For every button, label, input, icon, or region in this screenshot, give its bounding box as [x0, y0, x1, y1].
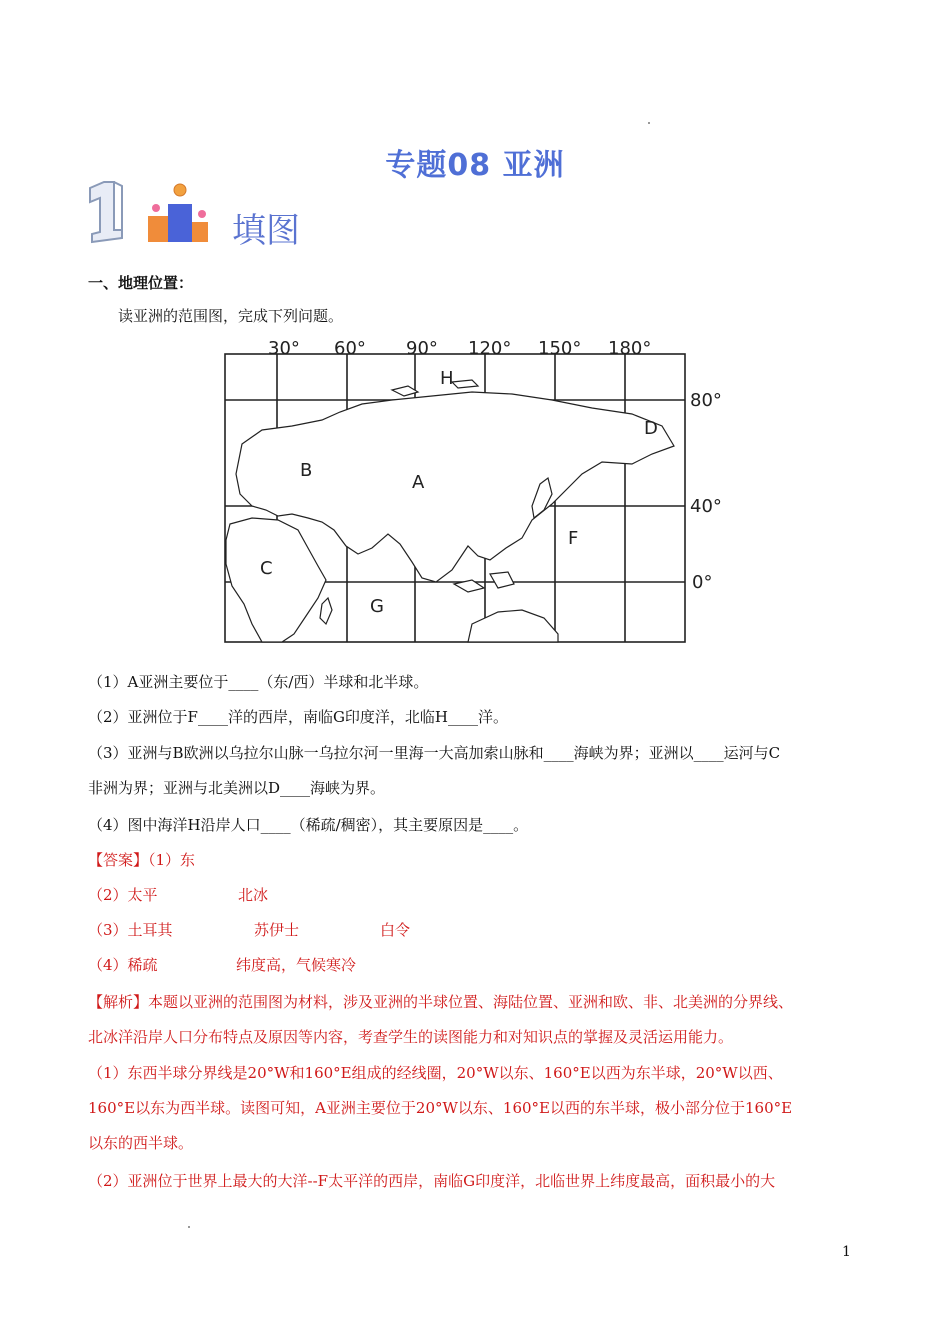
- latitude-label-0: 0°: [692, 572, 713, 593]
- longitude-label-60: 60°: [334, 338, 366, 359]
- answer-3a: （3）土耳其: [88, 921, 173, 939]
- document-title: 专题08 亚洲: [385, 148, 565, 183]
- answer-4a: （4）稀疏: [88, 956, 158, 974]
- answer-3c: 白令: [380, 921, 411, 939]
- section-heading: 一、地理位置：: [88, 274, 194, 292]
- page-number: 1: [842, 1244, 851, 1260]
- region-label-d: D: [644, 418, 658, 439]
- region-label-f: F: [568, 528, 579, 549]
- asia-map: [222, 334, 732, 646]
- region-label-b: B: [300, 460, 313, 481]
- answer-row-1: [88, 843, 878, 878]
- answer-1: （1）东: [148, 851, 196, 869]
- question-3: （3）亚洲与B欧洲以乌拉尔山脉一乌拉尔河一里海一大高加索山脉和____海峡为界；亚洲以____运河与C: [88, 744, 781, 762]
- analysis-label: 【解析】: [88, 993, 149, 1011]
- question-1: （1）A亚洲主要位于____（东/西）半球和北半球。: [88, 673, 429, 691]
- longitude-label-120: 120°: [468, 338, 512, 359]
- answer-3b: 苏伊士: [254, 921, 300, 939]
- answer-2a: （2）太平: [88, 886, 158, 904]
- analysis-line-1: [88, 985, 878, 1020]
- answer-2b: 北冰: [238, 886, 269, 904]
- region-label-c: C: [260, 558, 273, 579]
- analysis-line-2: 北冰洋沿岸人口分布特点及原因等内容，考查学生的读图能力和对知识点的掌握及灵活运用能力。: [88, 1028, 734, 1046]
- region-label-a: A: [412, 472, 425, 493]
- longitude-label-150: 150°: [538, 338, 582, 359]
- analysis-line-5: 以东的西半球。: [88, 1134, 194, 1152]
- region-label-g: G: [370, 596, 384, 617]
- latitude-label-80: 80°: [690, 390, 722, 411]
- analysis-line-6: （2）亚洲位于世界上最大的大洋--F太平洋的西岸，南临G印度洋，北临世界上纬度最高，面积最小的大: [88, 1172, 776, 1190]
- latitude-label-40: 40°: [690, 496, 722, 517]
- longitude-label-180: 180°: [608, 338, 652, 359]
- scan-speck: [648, 122, 650, 124]
- region-label-h: H: [440, 368, 454, 389]
- analysis-text-1: 本题以亚洲的范围图为材料，涉及亚洲的半球位置、海陆位置、亚洲和欧、非、北美洲的分界线、: [148, 993, 794, 1011]
- scan-speck: [188, 1226, 190, 1228]
- longitude-label-90: 90°: [406, 338, 438, 359]
- answer-4b: 纬度高，气候寒冷: [236, 956, 357, 974]
- chart-podium-icon: [84, 180, 344, 250]
- analysis-line-4: 160°E以东为西半球。读图可知，A亚洲主要位于20°W以东、160°E以西的东半球，极小部分位于160°E: [88, 1099, 793, 1117]
- banner-label: 填图: [232, 211, 300, 251]
- answer-row-3: [88, 913, 878, 948]
- longitude-label-30: 30°: [268, 338, 300, 359]
- answer-label: 【答案】: [88, 851, 149, 869]
- answer-row-4: [88, 948, 878, 983]
- instruction-text: 读亚洲的范围图，完成下列问题。: [118, 307, 344, 325]
- question-2: （2）亚洲位于F____洋的西岸，南临G印度洋，北临H____洋。: [88, 708, 509, 726]
- answer-row-2: [88, 878, 878, 913]
- question-4: （4）图中海洋H沿岸人口____（稀疏/稠密），其主要原因是____。: [88, 816, 529, 834]
- analysis-line-3: （1）东西半球分界线是20°W和160°E组成的经线圈，20°W以东、160°E以西为东半球，20°W以西、: [88, 1064, 783, 1082]
- question-3-continued: 非洲为界；亚洲与北美洲以D____海峡为界。: [88, 779, 386, 797]
